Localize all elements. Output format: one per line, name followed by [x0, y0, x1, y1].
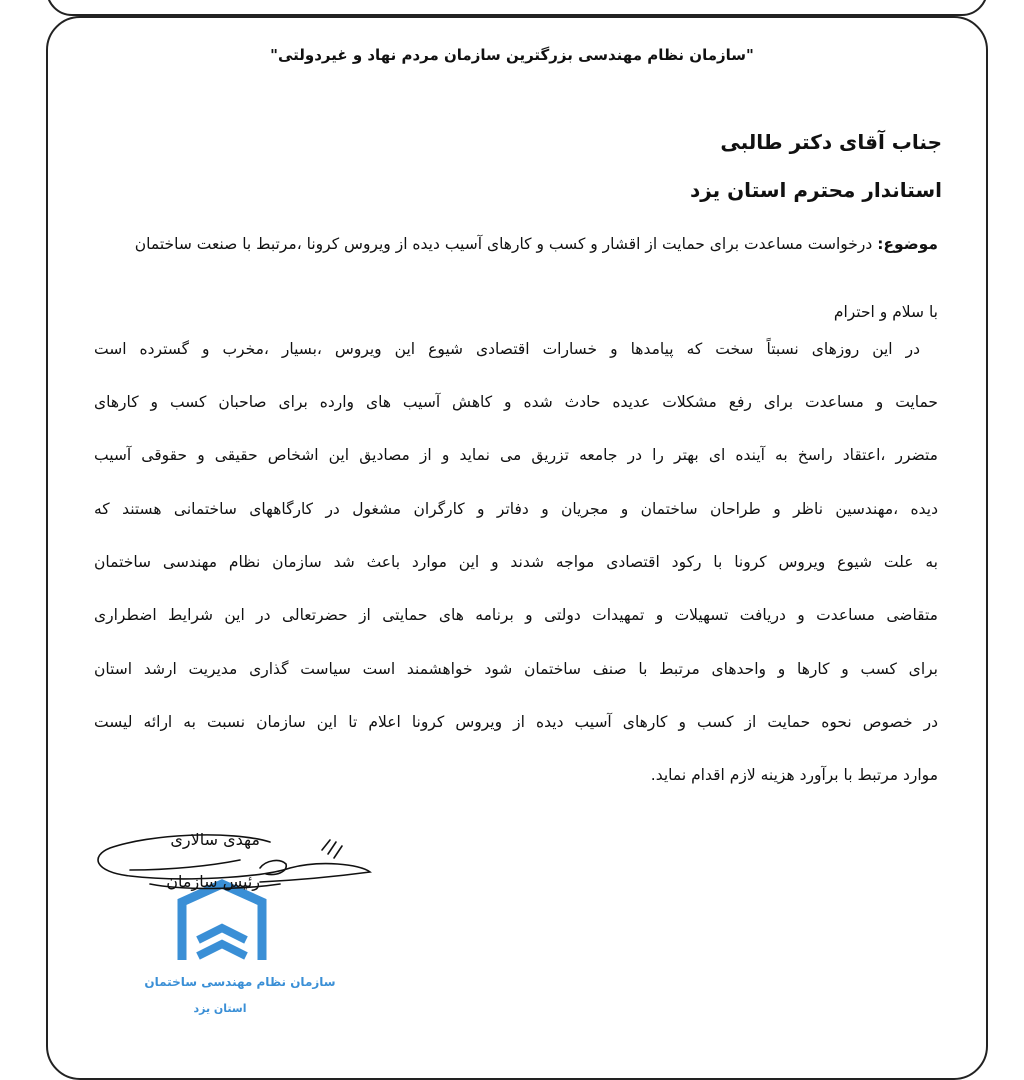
body-line: برای کسب و کارها و واحدهای مرتبط با صنف ساختمان شود خواهشمند است سیاست گذاری مدیریت ارشد استان [94, 660, 938, 678]
body-line: در این روزهای نسبتاً سخت که پیامدها و خسارات اقتصادی شیوع این ویروس ،بسیار ،مخرب و گسترده است [94, 340, 920, 358]
body-line: متقاضی مساعدت و دریافت تسهیلات و تمهیدات دولتی و برنامه های حمایتی از حضرتعالی در این شرایط اضطراری [94, 606, 938, 624]
body-line: به علت شیوع ویروس کرونا با رکود اقتصادی مواجه شدند و این موارد باعث شد سازمان نظام مهندسی ساختمان [94, 553, 938, 571]
letter-slogan: "سازمان نظام مهندسی بزرگترین سازمان مردم نهاد و غیردولتی" [270, 46, 754, 64]
signer-name: مهدی سالاری [170, 830, 260, 849]
recipient-name: جناب آقای دکتر طالبی [720, 130, 942, 154]
signer-title: رئیس سازمان [166, 872, 260, 891]
body-line: دیده ،مهندسین ناظر و طراحان ساختمان و مجریان و دفاتر و کارگران مشغول در کارگاههای ساختمانی هستند که [94, 500, 938, 518]
seal-text-line1: سازمان نظام مهندسی ساختمان [144, 975, 336, 989]
subject-label: موضوع: [877, 235, 938, 253]
subject-text: درخواست مساعدت برای حمایت از اقشار و کسب و کارهای آسیب دیده از ویروس کرونا ،مرتبط با صنعت ساختمان [134, 235, 878, 253]
body-line: موارد مرتبط با برآورد هزینه لازم اقدام نماید. [650, 766, 938, 784]
body-line: متضرر ،اعتقاد راسخ به آینده ای بهتر را در جامعه تزریق می نماید و از مصادیق این اشخاص حقیقی و حقوقی آسیب [94, 446, 938, 464]
recipient-title: استاندار محترم استان یزد [689, 178, 942, 202]
top-border-frame [46, 0, 988, 16]
subject-line [94, 230, 938, 259]
seal-text-line2: استان یزد [193, 1002, 247, 1015]
official-seal [90, 820, 390, 1024]
letter-body [94, 340, 938, 790]
signature-block [90, 820, 390, 1024]
body-line: حمایت و مساعدت برای رفع مشکلات عدیده حادث شده و کاهش آسیب های وارده برای صاحبان کسب و کارهای [94, 393, 938, 411]
body-line: در خصوص نحوه حمایت از کسب و کارهای آسیب دیده از ویروس کرونا اعلام تا این سازمان نسبت به ارائه لیست [94, 713, 938, 731]
greeting: با سلام و احترام [833, 303, 938, 321]
